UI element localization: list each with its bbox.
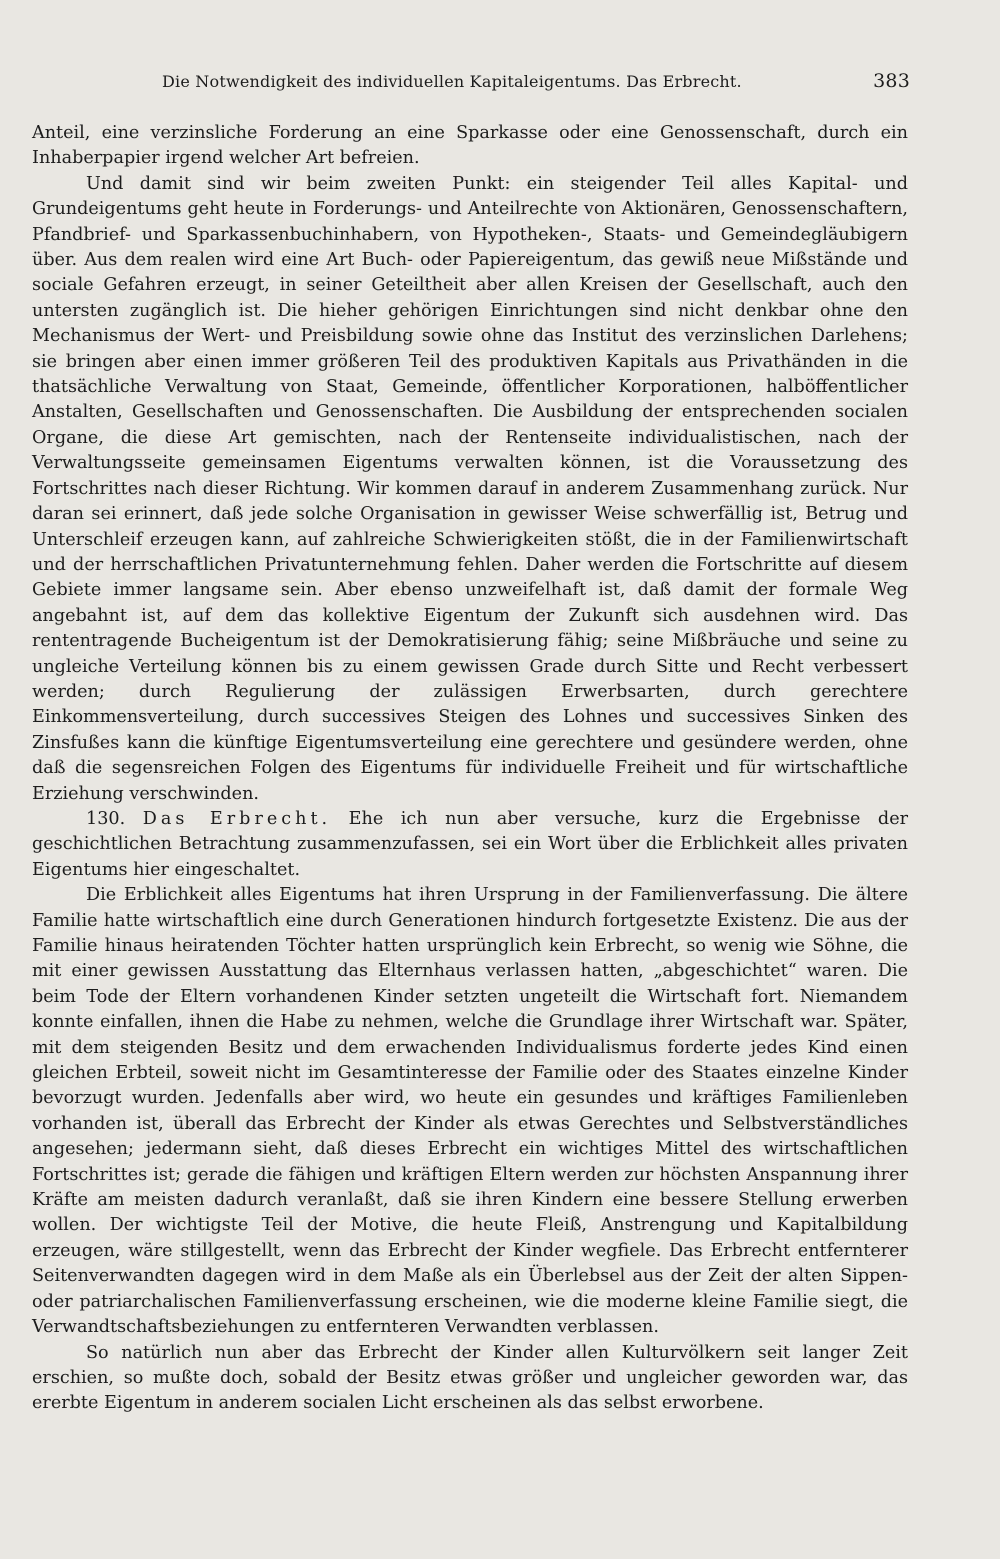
body-text xyxy=(32,121,908,1417)
paragraph-continuation: Anteil, eine verzinsliche Forderung an eine Sparkasse oder eine Genossenschaft, durch ein Inhaberpapier irgend welcher Art befreien. xyxy=(32,123,908,169)
running-title: Die Notwendigkeit des individuellen Kapitaleigentums. Das Erbrecht. xyxy=(162,72,742,91)
paragraph: Die Erblichkeit alles Eigentums hat ihren Ursprung in der Familienverfassung. Die ältere Familie hatte wirtschaftlich eine durch Generationen hindurch fortgesetzte Existenz. Die aus der Familie hinaus heiratenden Töchter hatten ursprünglich kein Erbrecht, so wenig wie Söhne, die mit einer gewissen Ausstattung das Elternhaus verlassen hatten, „abgeschichtet“ waren. Die beim Tode der Eltern vorhandenen Kinder setzten ungeteilt die Wirtschaft fort. Niemandem konnte einfallen, ihnen die Habe zu nehmen, welche die Grundlage ihrer Wirtschaft war. Später, mit dem steigenden Besitz und dem erwachenden Individualismus forderte jedes Kind einen gleichen Erbteil, soweit nicht im Gesamtinteresse der Familie oder des Staates einzelne Kinder bevorzugt wurden. Jedenfalls aber wird, wo heute ein gesundes und kräftiges Familienleben vorhanden ist, überall das Erbrecht der Kinder als etwas Gerechtes und Selbstverständliches angesehen; jedermann sieht, daß dieses Erbrecht ein wichtiges Mittel des wirtschaftlichen Fortschrittes ist; gerade die fähigen und kräftigen Eltern werden zur höchsten Anspannung ihrer Kräfte am meisten dadurch veranlaßt, daß sie ihren Kindern eine bessere Stellung erwerben wollen. Der wichtigste Teil der Motive, die heute Fleiß, Anstrengung und Kapitalbildung erzeugen, wäre stillgestellt, wenn das Erbrecht der Kinder wegfiele. Das Erbrecht entfernterer Seitenverwandten dagegen wird in dem Maße als ein Überlebsel aus der Zeit der alten Sippen- oder patriarchalischen Familienverfassung erscheinen, wie die moderne kleine Familie siegt, die Verwandtschaftsbeziehungen zu entfernteren Verwandten verblassen. xyxy=(32,885,908,1338)
page-header xyxy=(32,72,908,98)
section-text: Ehe ich nun aber versuche, kurz die Ergebnisse der geschichtlichen Betrachtung zusammenzufassen, sei ein Wort über die Erblichkeit alles privaten Eigentums hier eingeschaltet. xyxy=(32,808,909,880)
paragraph: So natürlich nun aber das Erbrecht der Kinder allen Kulturvölkern seit langer Zeit erschien, so mußte doch, sobald der Besitz etwas größer und ungleicher geworden war, das ererbte Eigentum in anderem socialen Licht erscheinen als das selbst erworbene. xyxy=(32,1342,908,1414)
section-paragraph xyxy=(32,807,908,883)
page-number: 383 xyxy=(873,70,910,92)
paragraph: Und damit sind wir beim zweiten Punkt: ein steigender Teil alles Kapital- und Grundeigentums geht heute in Forderungs- und Anteilrechte von Aktionären, Genossenschaftern, Pfandbrief- und Sparkassenbuchinhabern, von Hypotheken-, Staats- und Gemeindegläubigern über. Aus dem realen wird eine Art Buch- oder Papiereigentum, das gewiß neue Mißstände und sociale Gefahren erzeugt, in seiner Geteiltheit aber allen Kreisen der Gesellschaft, auch den untersten zugänglich ist. Die hieher gehörigen Einrichtungen sind nicht denkbar ohne den Mechanismus der Wert- und Preisbildung sowie ohne das Institut des verzinslichen Darlehens; sie bringen aber einen immer größeren Teil des produktiven Kapitals aus Privathänden in die thatsächliche Verwaltung von Staat, Gemeinde, öffentlicher Korporationen, halböffentlicher Anstalten, Gesellschaften und Genossenschaften. Die Ausbildung der entsprechenden socialen Organe, die diese Art gemischten, nach der Rentenseite individualistischen, nach der Verwaltungsseite gemeinsamen Eigentums verwalten können, ist die Voraussetzung des Fortschrittes nach dieser Richtung. Wir kommen darauf in anderem Zusammenhang zurück. Nur daran sei erinnert, daß jede solche Organisation in gewisser Weise schwerfällig ist, Betrug und Unterschleif erzeugen kann, auf zahlreiche Schwierigkeiten stößt, die in der Familienwirtschaft und der herrschaftlichen Privatunternehmung fehlen. Daher werden die Fortschritte auf diesem Gebiete immer langsame sein. Aber ebenso unzweifelhaft ist, daß damit der formale Weg angebahnt ist, auf dem das kollektive Eigentum der Zukunft sich ausdehnen wird. Das rententragende Bucheigentum ist der Demokratisierung fähig; seine Mißbräuche und seine zu ungleiche Verteilung können bis zu einem gewissen Grade durch Sitte und Recht verbessert werden; durch Regulierung der zulässigen Erwerbsarten, durch gerechtere Einkommensverteilung, durch successives Steigen des Lohnes und successives Sinken des Zinsfußes kann die künftige Eigentumsverteilung eine gerechtere und gesündere werden, ohne daß die segensreichen Folgen des Eigentums für individuelle Freiheit und für wirtschaftliche Erziehung verschwinden. xyxy=(32,173,908,804)
section-title: Das Erbrecht. xyxy=(142,808,332,829)
section-number: 130. xyxy=(86,808,126,829)
